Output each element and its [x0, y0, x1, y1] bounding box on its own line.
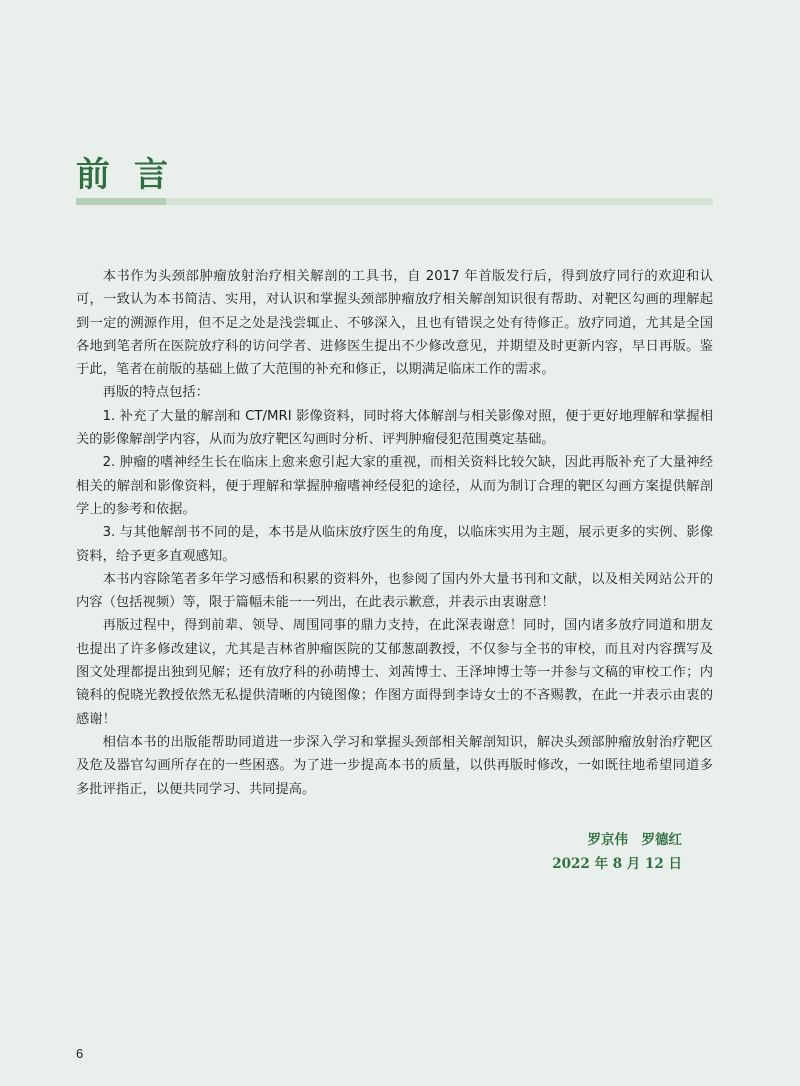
paragraph-references: 本书内容除笔者多年学习感悟和积累的资料外，也参阅了国内外大量书刊和文献，以及相关网站公开的内容（包括视频）等，限于篇幅未能一一列出，在此表示歉意，并表示由衷谢意！: [76, 571, 713, 611]
paragraph-feature-1: 1. 补充了大量的解剖和 CT/MRI 影像资料，同时将大体解剖与相关影像对照，便于更好地理解和掌握相关的影像解剖学内容，从而为放疗靶区勾画时分析、评判肿瘤侵犯范围奠定基础。: [76, 408, 713, 448]
signature-block: [382, 828, 682, 876]
authors: 罗京伟 罗德红: [587, 832, 682, 848]
page-title: 前言: [76, 155, 192, 195]
paragraph-closing: 相信本书的出版能帮助同道进一步深入学习和掌握头颈部相关解剖知识，解决头颈部肿瘤放射治疗靶区及危及器官勾画所存在的一些困惑。为了进一步提高本书的质量，以供再版时修改，一如既往地希望同道多多批评指正，以便共同学习、共同提高。: [76, 734, 713, 797]
paragraph-feature-3: 3. 与其他解剖书不同的是，本书是从临床放疗医生的角度，以临床实用为主题，展示更多的实例、影像资料，给予更多直观感知。: [76, 525, 713, 564]
title-underline-accent: [76, 198, 166, 205]
paragraph-intro: 本书作为头颈部肿瘤放射治疗相关解剖的工具书，自 2017 年首版发行后，得到放疗同行的欢迎和认可，一致认为本书简洁、实用，对认识和掌握头颈部肿瘤放疗相关解剖知识很有帮助、对靶区勾画的理解起到一定的溯源作用，但不足之处是浅尝辄止、不够深入，且也有错误之处有待修正。放疗同道，尤其是全国各地到笔者所在医院放疗科的访问学者、进修医生提出不少修改意见，并期望及时更新内容，早日再版。鉴于此，笔者在前版的基础上做了大范围的补充和修正，以期满足临床工作的需求。: [76, 269, 713, 378]
page-number: 6: [76, 1046, 84, 1061]
paragraph-acknowledgements: 再版过程中，得到前辈、领导、周围同事的鼎力支持，在此深表谢意！同时，国内诸多放疗同道和朋友也提出了许多修改建议，尤其是吉林省肿瘤医院的艾郁葱副教授，不仅参与全书的审校，而且对内容撰写及图文处理都提出独到见解；还有放疗科的孙萌博士、刘茜博士、王泽坤博士等一并参与文稿的审校工作；内镜科的倪晓光教授依然无私提供清晰的内镜图像；作图方面得到李诗女士的不吝赐教，在此一并表示由衷的感谢！: [76, 618, 713, 727]
paragraph-feature-2: 2. 肿瘤的嗜神经生长在临床上愈来愈引起大家的重视，而相关资料比较欠缺，因此再版补充了大量神经相关的解剖和影像资料，便于理解和掌握肿瘤嗜神经侵犯的途径，从而为制订合理的靶区勾画方案提供解剖学上的参考和依据。: [76, 455, 713, 517]
title-underline: [76, 198, 713, 205]
paragraph-features-heading: 再版的特点包括：: [102, 385, 209, 401]
date: 2022 年 8 月 12 日: [552, 856, 682, 872]
preface-body: [76, 265, 713, 801]
